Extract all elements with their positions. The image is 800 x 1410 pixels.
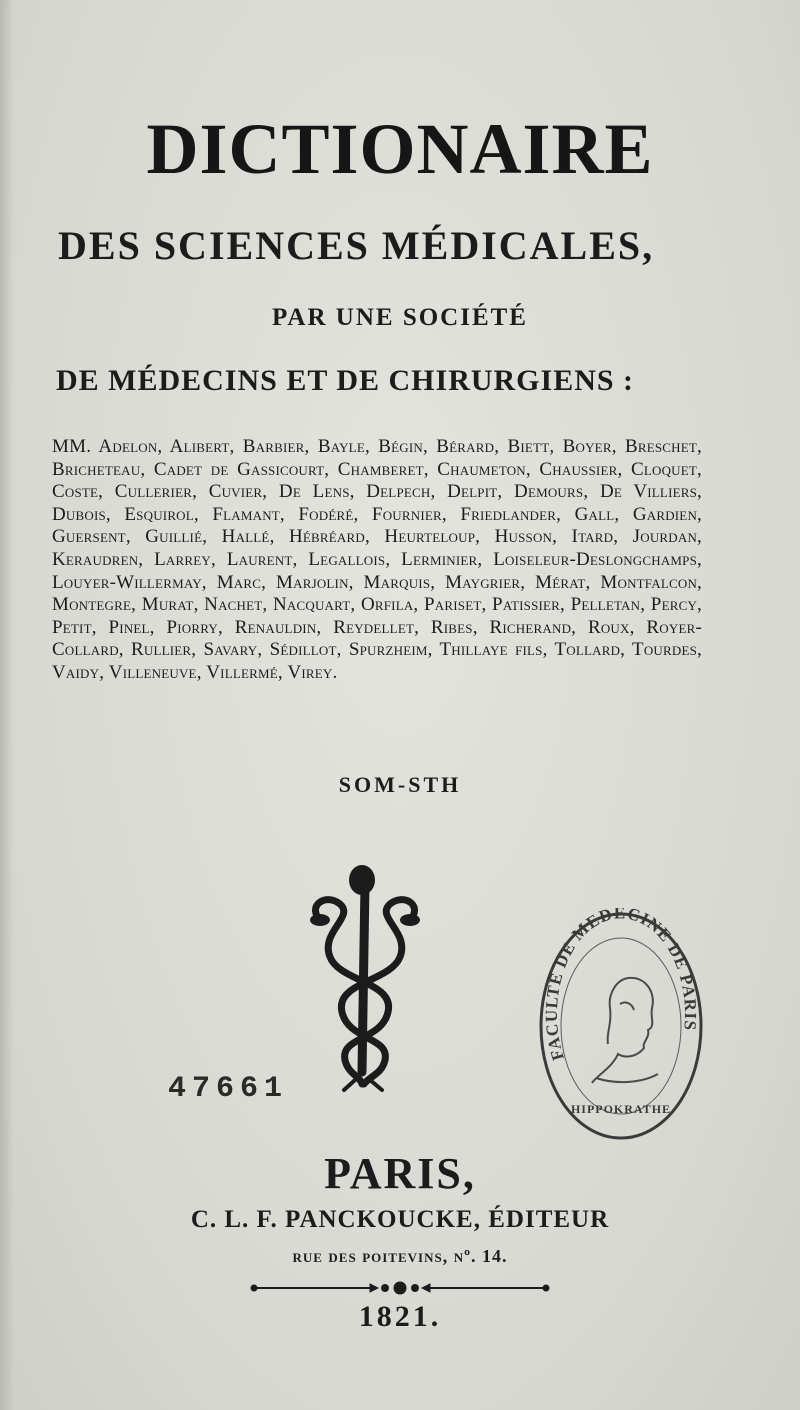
book-title: DICTIONAIRE (146, 109, 654, 189)
book-subtitle: DES SCIENCES MÉDICALES, (58, 223, 655, 268)
stamp-subtext: HIPPOKRATHE (570, 1102, 672, 1116)
caduceus-icon (300, 862, 430, 1094)
svg-text:FACULTE DE MEDECINE DE PARIS (542, 908, 700, 1063)
shelfmark-number: 47661 (168, 1072, 289, 1106)
publisher-address: rue des poitevins, nº. 14. (292, 1246, 508, 1266)
stamp-legend: FACULTE DE MEDECINE DE PARIS (541, 908, 701, 1063)
volume-range: SOM-STH (338, 772, 462, 797)
author-list: MM. Adelon, Alibert, Barbier, Bayle, Bégin, Bérard, Biett, Boyer, Breschet, Bricheteau, Cadet de Gassicourt, Chamberet, Chaumeton, Chaussier, Cloquet, Coste, Cullerier, Cuvier, De Lens, Delpech, Delpit, Demours, De Villiers, Dubois, Esquirol, Flamant, Fodéré, Fournier, Friedlander, Gall, Gardien, Guersent, Guillié, Hallé, Hébréard, Heurteloup, Husson, Itard, Jourdan, Keraudren, Larrey, Laurent, Legallois, Lerminier, Loiseleur-Deslongchamps, Louyer-Willermay, Marc, Marjolin, Marquis, Maygrier, Mérat, Montfalcon, Montegre, Murat, Nachet, Nacquart, Orfila, Pariset, Patissier, Pelletan, Percy, Petit, Pinel, Piorry, Renauldin, Reydellet, Ribes, Richerand, Roux, Royer-Collard, Rullier, Savary, Sédillot, Spurzheim, Thillaye fils, Tollard, Tourdes, Vaidy, Villeneuve, Villermé, Virey. (52, 436, 702, 683)
by-line: PAR UNE SOCIÉTÉ (272, 304, 528, 331)
publication-year: 1821. (358, 1300, 442, 1333)
authors-heading: DE MÉDECINS ET DE CHIRURGIENS : (56, 364, 635, 397)
publisher: C. L. F. PANCKOUCKE, ÉDITEUR (190, 1206, 610, 1233)
library-stamp-icon (536, 908, 706, 1144)
ornament-divider-icon (250, 1278, 550, 1298)
city: PARIS, (324, 1149, 476, 1198)
